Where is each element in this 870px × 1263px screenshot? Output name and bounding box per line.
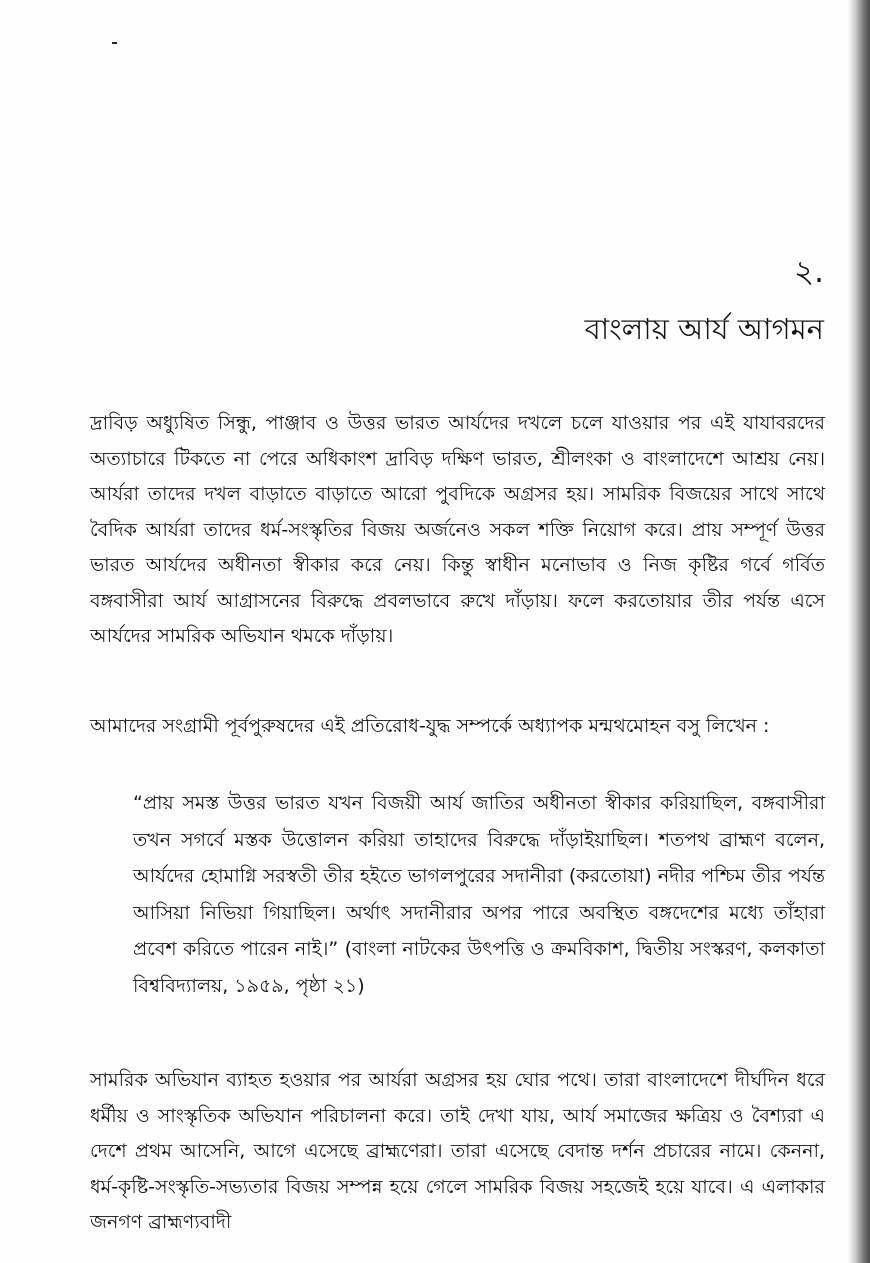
paragraph-cultural-campaign: সামরিক অভিযান ব্যাহত হওয়ার পর আর্যরা অগ্রসর হয় ঘোর পথে। তারা বাংলাদেশে দীর্ঘদিন ধরে ধর্মীয় ও সাংস্কৃতিক অভিযান পরিচালনা করে। তাই দেখা যায়, আর্য সমাজের ক্ষত্রিয় ও বৈশ্যরা এ দেশে প্রথম আসেনি, আগে এসেছে ব্রাহ্মণেরা। তারা এসেছে বেদান্ত দর্শন প্রচারের নামে। কেননা, ধর্ম-কৃষ্টি-সংস্কৃতি-সভ্যতার বিজয় সম্পন্ন হয়ে গেলে সামরিক বিজয় সহজেই হয়ে যাবে। এ এলাকার জনগণ ব্রাহ্মণ্যবাদী xyxy=(90,1069,825,1233)
paragraph-quote-intro: আমাদের সংগ্রামী পূর্বপুরুষদের এই প্রতিরোধ-যুদ্ধ সম্পর্কে অধ্যাপক মন্মথমোহন বসু লিখেন : xyxy=(90,715,770,737)
block-quote: “প্রায় সমস্ত উত্তর ভারত যখন বিজয়ী আর্য জাতির অধীনতা স্বীকার করিয়াছিল, বঙ্গবাসীরা তখন সগর্বে মস্তক উত্তোলন করিয়া তাহাদের বিরুদ্ধে দাঁড়াইয়াছিল। শতপথ ব্রাহ্মণ বলেন, আর্যদের হোমাগ্নি সরস্বতী তীর হইতে ভাগলপুরের সদানীরা (করতোয়া) নদীর পশ্চিম তীর পর্যন্ত আসিয়া নিভিয়া গিয়াছিল। অর্থাৎ সদানীরার অপর পারে অবস্থিত বঙ্গদেশের মধ্যে তাঁহারা প্রবেশ করিতে পারেন নাই।” (বাংলা নাটকের উৎপত্তি ও ক্রমবিকাশ, দ্বিতীয় সংস্করণ, কলকাতা বিশ্ববিদ্যালয়, ১৯৫৯, পৃষ্ঠা ২১) xyxy=(133,792,825,997)
chapter-title: বাংলায় আর্য আগমন xyxy=(584,312,824,346)
book-spine-shadow xyxy=(848,0,870,1263)
chapter-number: ২. xyxy=(793,254,824,290)
ink-speck xyxy=(112,42,117,44)
paragraph-dravidian-migration: দ্রাবিড় অধ্যুষিত সিন্ধু, পাঞ্জাব ও উত্তর ভারত আর্যদের দখলে চলে যাওয়ার পর এই যাযাবরদের অত্যাচারে টিকতে না পেরে অধিকাংশ দ্রাবিড় দক্ষিণ ভারত, শ্রীলংকা ও বাংলাদেশে আশ্রয় নেয়। আর্যরা তাদের দখল বাড়াতে বাড়াতে আরো পুবদিকে অগ্রসর হয়। সামরিক বিজয়ের সাথে সাথে বৈদিক আর্যরা তাদের ধর্ম-সংস্কৃতির বিজয় অর্জনেও সকল শক্তি নিয়োগ করে। প্রায় সম্পূর্ণ উত্তর ভারত আর্যদের অধীনতা স্বীকার করে নেয়। কিন্তু স্বাধীন মনোভাব ও নিজ কৃষ্টির গর্বে গর্বিত বঙ্গবাসীরা আর্য আগ্রাসনের বিরুদ্ধে প্রবলভাবে রুখে দাঁড়ায়। ফলে করতোয়ার তীর পর্যন্ত এসে আর্যদের সামরিক অভিযান থমকে দাঁড়ায়। xyxy=(90,412,825,647)
